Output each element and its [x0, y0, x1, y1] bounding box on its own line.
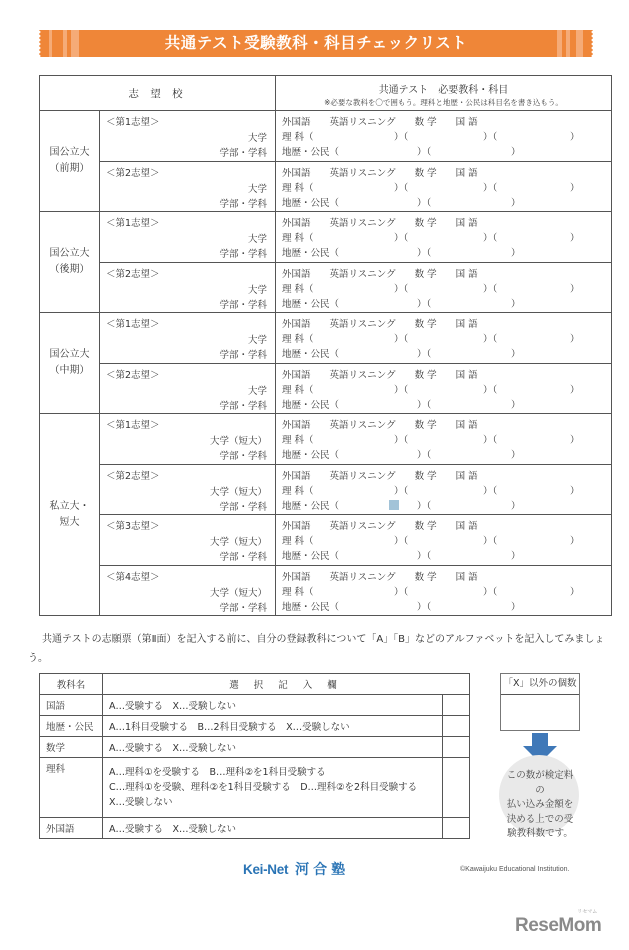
social-studies-label: 地歴・公民（	[282, 500, 340, 512]
preference-label: ＜第1志望＞	[106, 420, 160, 431]
paren-close: ）	[570, 132, 580, 143]
answer-cell[interactable]	[443, 695, 470, 716]
preference-label: ＜第4志望＞	[106, 571, 160, 583]
note-line: この数が検定料の	[506, 770, 574, 796]
paren-separator: ）（	[483, 132, 498, 143]
paren-separator: ）（	[483, 283, 498, 295]
university-label: 大学（短大）	[209, 436, 267, 447]
paren-close: ）	[511, 248, 521, 259]
department-label: 学部・学科	[219, 249, 267, 260]
subject-name: 理科	[40, 758, 103, 818]
subject-name: 国語	[40, 695, 103, 716]
subject-options-line: 外国語 英語リスニング 数 学 国 語	[282, 420, 478, 431]
selection-header-row	[40, 674, 470, 695]
selection-entry-header: 選 択 記 入 欄	[103, 674, 470, 695]
university-label: 大学（短大）	[209, 486, 267, 498]
keinet-logo: Kei-Net	[243, 862, 289, 877]
paren-separator: ）（	[417, 298, 432, 310]
choice-row	[40, 111, 612, 162]
selection-row-kokugo	[40, 695, 470, 716]
note-circle	[499, 755, 579, 839]
science-label: 理 科（	[282, 485, 314, 497]
choice-row	[40, 464, 612, 515]
preference-label: ＜第2志望＞	[106, 470, 160, 482]
subject-options: A…受験する X…受験しない	[103, 695, 443, 716]
school-category	[40, 111, 100, 212]
paren-separator: ）（	[417, 349, 432, 360]
preference-label: ＜第1志望＞	[106, 218, 160, 229]
resemom-watermark	[515, 909, 602, 937]
choice-cell[interactable]	[100, 212, 276, 263]
choice-cell[interactable]	[100, 464, 276, 515]
note-line: 払い込み金額を	[506, 799, 574, 810]
copyright: ©Kawaijuku Educational Institution.	[460, 866, 570, 873]
university-label: 大学	[247, 335, 267, 346]
science-label: 理 科（	[282, 384, 314, 396]
watermark-text: ReseMom	[515, 915, 602, 936]
department-label: 学部・学科	[219, 501, 267, 513]
preference-label: ＜第1志望＞	[106, 117, 160, 128]
choice-row	[40, 262, 612, 313]
paren-separator: ）（	[417, 450, 432, 461]
option-line: C…理科①を受験、理科②を1科目受験する D…理科②を2科目受験する	[109, 782, 418, 793]
subject-cell[interactable]	[276, 262, 612, 313]
paren-separator: ）（	[417, 551, 432, 562]
preference-label: ＜第2志望＞	[106, 369, 160, 381]
required-subjects-title: 共通テスト 必要教科・科目	[378, 84, 509, 96]
social-studies-label: 地歴・公民（	[282, 197, 340, 209]
department-label: 学部・学科	[219, 299, 267, 311]
paren-close: ）	[511, 601, 521, 613]
department-label: 学部・学科	[219, 148, 267, 159]
science-label: 理 科（	[282, 435, 314, 446]
paren-separator: ）（	[483, 435, 498, 446]
subject-name: 地歴・公民	[40, 716, 103, 737]
category-line: （後期）	[49, 264, 90, 275]
selection-row-science	[40, 758, 470, 818]
choice-cell[interactable]	[100, 161, 276, 212]
science-label: 理 科（	[282, 233, 314, 244]
paren-separator: ）（	[394, 586, 409, 598]
count-box-label: 「X」以外の個数	[501, 674, 579, 695]
department-label: 学部・学科	[219, 602, 267, 614]
paren-close: ）	[511, 298, 521, 310]
paren-close: ）	[570, 536, 580, 547]
paren-close: ）	[511, 399, 521, 411]
answer-cell[interactable]	[443, 737, 470, 758]
selection-row-social	[40, 716, 470, 737]
paren-close: ）	[570, 283, 580, 295]
subject-cell[interactable]	[276, 161, 612, 212]
intro-text: 共通テストの志願票（第Ⅱ面）を記入する前に、自分の登録教科について「A」「B」などのアルファベットを記入してみましょう。	[28, 634, 605, 664]
paren-close: ）	[570, 182, 580, 194]
subject-options: A…1科目受験する B…2科目受験する X…受験しない	[103, 716, 443, 737]
science-label: 理 科（	[282, 536, 314, 547]
paren-close: ）	[570, 384, 580, 396]
school-column-header: 志 望 校	[40, 76, 276, 111]
category-line: 国公立大	[49, 248, 90, 259]
paren-close: ）	[511, 500, 521, 512]
subject-cell[interactable]	[276, 515, 612, 566]
paren-separator: ）（	[483, 586, 498, 598]
paren-close: ）	[570, 334, 580, 345]
department-label: 学部・学科	[219, 451, 267, 462]
watermark-ruby: リセマム	[577, 909, 598, 915]
required-subjects-header	[276, 76, 612, 111]
paren-close: ）	[511, 450, 521, 461]
choice-row	[40, 363, 612, 414]
choice-row	[40, 414, 612, 465]
count-box-input[interactable]	[501, 695, 579, 731]
paren-separator: ）（	[483, 536, 498, 547]
social-studies-label: 地歴・公民（	[282, 248, 340, 259]
note-line: 決める上での受	[506, 813, 574, 825]
school-category	[40, 212, 100, 313]
subject-options	[103, 758, 443, 818]
choice-row	[40, 212, 612, 263]
school-category	[40, 414, 100, 616]
paren-separator: ）（	[394, 435, 409, 446]
subject-options: A…受験する X…受験しない	[103, 818, 443, 839]
subject-options-line: 外国語 英語リスニング 数 学 国 語	[282, 167, 478, 179]
banner-edge-right	[591, 30, 595, 57]
choice-cell[interactable]	[100, 515, 276, 566]
paren-separator: ）（	[483, 182, 498, 194]
choice-row	[40, 515, 612, 566]
category-line: （前期）	[49, 163, 90, 174]
paren-close: ）	[511, 349, 521, 360]
subject-name-header: 教科名	[40, 674, 103, 695]
subject-cell[interactable]	[276, 565, 612, 616]
paren-separator: ）（	[394, 334, 409, 345]
category-line: （中期）	[49, 365, 90, 376]
paren-separator: ）（	[417, 399, 432, 411]
paren-separator: ）（	[483, 233, 498, 244]
subject-options-line: 外国語 英語リスニング 数 学 国 語	[282, 571, 478, 583]
university-label: 大学	[247, 385, 267, 397]
choice-row	[40, 313, 612, 364]
university-label: 大学	[247, 183, 267, 195]
social-studies-label: 地歴・公民（	[282, 450, 340, 461]
paren-close: ）	[511, 197, 521, 209]
social-studies-label: 地歴・公民（	[282, 601, 340, 613]
subject-options-line: 外国語 英語リスニング 数 学 国 語	[282, 218, 478, 229]
table-header-row	[40, 76, 612, 111]
paren-separator: ）（	[394, 384, 409, 396]
paren-close: ）	[570, 435, 580, 446]
keinet-kawaijuku-logo	[243, 859, 349, 879]
choice-cell[interactable]	[100, 111, 276, 162]
paren-separator: ）（	[417, 147, 432, 158]
subject-options-line: 外国語 英語リスニング 数 学 国 語	[282, 319, 478, 330]
paren-separator: ）（	[483, 384, 498, 396]
science-label: 理 科（	[282, 132, 314, 143]
school-category	[40, 313, 100, 414]
social-studies-label: 地歴・公民（	[282, 551, 340, 562]
selection-row-foreign	[40, 818, 470, 839]
department-label: 学部・学科	[219, 400, 267, 412]
paren-close: ）	[570, 233, 580, 244]
department-label: 学部・学科	[219, 552, 267, 563]
paren-separator: ）（	[394, 485, 409, 497]
social-studies-label: 地歴・公民（	[282, 298, 340, 310]
university-label: 大学	[247, 234, 267, 245]
subject-options-line: 外国語 英語リスニング 数 学 国 語	[282, 268, 478, 280]
subject-name: 数学	[40, 737, 103, 758]
paren-separator: ）（	[417, 197, 432, 209]
subject-options-line: 外国語 英語リスニング 数 学 国 語	[282, 521, 478, 532]
selection-row-math	[40, 737, 470, 758]
choice-cell[interactable]	[100, 262, 276, 313]
paren-separator: ）（	[394, 536, 409, 547]
subject-cell[interactable]	[276, 363, 612, 414]
answer-cell[interactable]	[443, 716, 470, 737]
subject-options-line: 外国語 英語リスニング 数 学 国 語	[282, 470, 478, 482]
choice-cell[interactable]	[100, 414, 276, 465]
selection-table	[39, 673, 470, 839]
paren-close: ）	[570, 586, 580, 598]
subject-options-line: 外国語 英語リスニング 数 学 国 語	[282, 117, 478, 128]
department-label: 学部・学科	[219, 198, 267, 210]
page-title: 共通テスト受験教科・科目チェックリスト	[164, 34, 468, 52]
social-studies-label: 地歴・公民（	[282, 147, 340, 158]
science-label: 理 科（	[282, 283, 314, 295]
subject-cell[interactable]	[276, 212, 612, 263]
required-subjects-note: ※必要な教科を〇で囲もう。理科と地歴・公民は科目名を書き込もう。	[324, 97, 563, 107]
category-line: 国公立大	[49, 147, 90, 158]
choice-cell[interactable]	[100, 313, 276, 364]
preference-label: ＜第1志望＞	[106, 319, 160, 330]
paren-separator: ）（	[417, 248, 432, 259]
social-studies-label: 地歴・公民（	[282, 349, 340, 360]
option-line: A…理科①を受験する B…理科②を1科目受験する	[109, 767, 326, 778]
paren-separator: ）（	[417, 500, 432, 512]
paren-close: ）	[570, 485, 580, 497]
university-label: 大学（短大）	[209, 537, 267, 548]
choice-row	[40, 565, 612, 616]
subject-cell[interactable]	[276, 313, 612, 364]
highlight-marker	[389, 500, 399, 510]
subject-cell[interactable]	[276, 414, 612, 465]
count-box	[500, 673, 580, 731]
choice-cell[interactable]	[100, 363, 276, 414]
preference-label: ＜第2志望＞	[106, 268, 160, 280]
university-label: 大学（短大）	[209, 587, 267, 599]
checklist-table	[39, 75, 612, 616]
category-line: 国公立大	[49, 349, 90, 360]
university-label: 大学	[247, 133, 267, 144]
choice-row	[40, 161, 612, 212]
option-line: X…受験しない	[109, 797, 173, 808]
preference-label: ＜第3志望＞	[106, 521, 160, 532]
subject-options: A…受験する X…受験しない	[103, 737, 443, 758]
paren-separator: ）（	[394, 132, 409, 143]
paren-separator: ）（	[394, 283, 409, 295]
note-line: 験教科数です。	[507, 828, 573, 839]
paren-close: ）	[511, 147, 521, 158]
choice-cell[interactable]	[100, 565, 276, 616]
category-line: 私立大・	[49, 500, 90, 512]
kawaijuku-logo: 河合塾	[295, 862, 350, 878]
paren-separator: ）（	[483, 485, 498, 497]
paren-separator: ）（	[394, 182, 409, 194]
social-studies-label: 地歴・公民（	[282, 399, 340, 411]
preference-label: ＜第2志望＞	[106, 167, 160, 179]
subject-name: 外国語	[40, 818, 103, 839]
department-label: 学部・学科	[219, 350, 267, 361]
paren-separator: ）（	[483, 334, 498, 345]
category-line: 短大	[59, 516, 80, 528]
answer-cell[interactable]	[443, 758, 470, 818]
paren-close: ）	[511, 551, 521, 562]
paren-separator: ）（	[417, 601, 432, 613]
science-label: 理 科（	[282, 586, 314, 598]
subject-cell[interactable]	[276, 111, 612, 162]
paren-separator: ）（	[394, 233, 409, 244]
science-label: 理 科（	[282, 182, 314, 194]
university-label: 大学	[247, 284, 267, 296]
subject-options-line: 外国語 英語リスニング 数 学 国 語	[282, 369, 478, 381]
title-banner	[39, 30, 593, 57]
answer-cell[interactable]	[443, 818, 470, 839]
subject-cell[interactable]	[276, 464, 612, 515]
science-label: 理 科（	[282, 334, 314, 345]
